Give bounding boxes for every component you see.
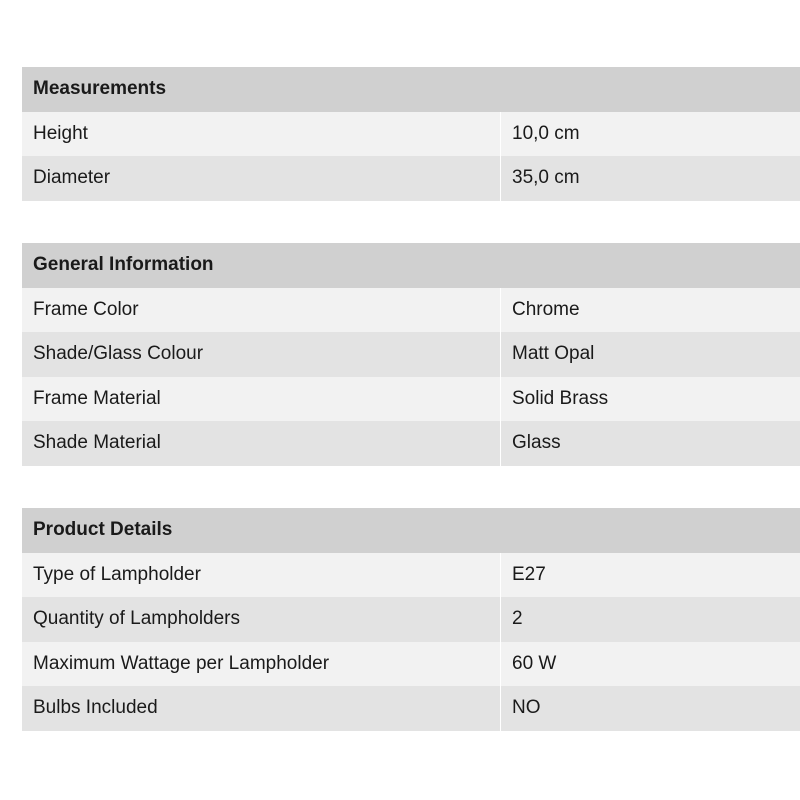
section-title: Product Details <box>33 519 173 541</box>
table-row <box>22 156 800 201</box>
measurements-table <box>22 67 800 201</box>
row-value: E27 <box>500 553 800 598</box>
table-row <box>22 288 800 333</box>
product-details-table <box>22 508 800 731</box>
row-value: Solid Brass <box>500 377 800 422</box>
row-label: Frame Color <box>33 298 139 320</box>
row-label: Diameter <box>33 167 111 189</box>
row-label: Maximum Wattage per Lampholder <box>33 652 330 674</box>
table-row <box>22 597 800 642</box>
row-label: Type of Lampholder <box>33 563 201 585</box>
section-title: General Information <box>33 254 214 276</box>
row-value: Chrome <box>500 288 800 333</box>
row-value: 35,0 cm <box>500 156 800 201</box>
section-header <box>22 243 800 288</box>
table-row <box>22 686 800 731</box>
row-value: Matt Opal <box>500 332 800 377</box>
row-label: Frame Material <box>33 387 161 409</box>
row-value: 60 W <box>500 642 800 687</box>
row-label: Quantity of Lampholders <box>33 608 241 630</box>
row-value: NO <box>500 686 800 731</box>
table-row <box>22 332 800 377</box>
section-title: Measurements <box>33 78 167 100</box>
row-value: Glass <box>500 421 800 466</box>
row-label: Height <box>33 122 88 144</box>
section-header <box>22 67 800 112</box>
general-information-table <box>22 243 800 466</box>
table-row <box>22 553 800 598</box>
row-value: 2 <box>500 597 800 642</box>
table-row <box>22 377 800 422</box>
table-row <box>22 421 800 466</box>
table-row <box>22 642 800 687</box>
row-label: Shade Material <box>33 432 161 454</box>
table-row <box>22 112 800 157</box>
row-label: Shade/Glass Colour <box>33 343 204 365</box>
section-header <box>22 508 800 553</box>
row-label: Bulbs Included <box>33 697 158 719</box>
row-value: 10,0 cm <box>500 112 800 157</box>
